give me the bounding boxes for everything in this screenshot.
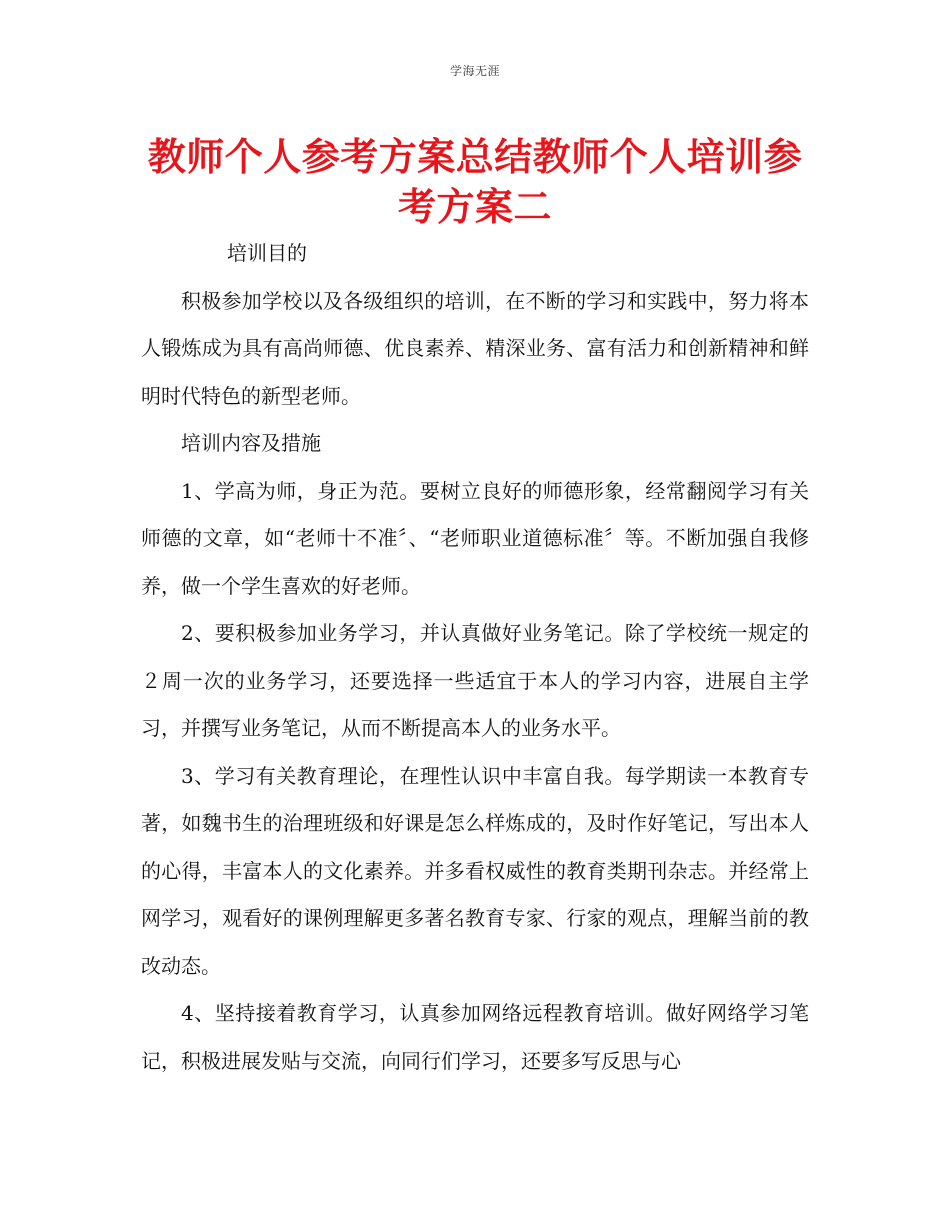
document-body [141, 230, 809, 1085]
paragraph-item-4: 4、坚持接着教育学习，认真参加网络远程教育培训。做好网络学习笔记，积极进展发贴与交流，向同行们学习，还要多写反思与心 [141, 1001, 809, 1073]
paragraph-goal: 积极参加学校以及各级组织的培训，在不断的学习和实践中，努力将本人锻炼成为具有高尚师德、优良素养、精深业务、富有活力和创新精神和鲜明时代特色的新型老师。 [141, 288, 809, 408]
paragraph-item-2: 2、要积极参加业务学习，并认真做好业务笔记。除了学校统一规定的２周一次的业务学习，还要选择一些适宜于本人的学习内容，进展自主学习，并撰写业务笔记，从而不断提高本人的业务水平。 [141, 621, 809, 740]
section-heading-goal: 培训目的 [227, 241, 307, 265]
paragraph-item-1: 1、学高为师，身正为范。要树立良好的师德形象，经常翻阅学习有关师德的文章，如“老师十不准〞、“老师职业道德标准〞等。不断加强自我修养，做一个学生喜欢的好老师。 [141, 478, 809, 598]
document-title: 教师个人参考方案总结教师个人培训参考方案二 [147, 135, 803, 229]
paragraph-item-3: 3、学习有关教育理论，在理性认识中丰富自我。每学期读一本教育专著，如魏书生的治理班级和好课是怎么样炼成的，及时作好笔记，写出本人的心得，丰富本人的文化素养。并多看权威性的教育类期刊杂志。并经常上网学习，观看好的课例理解更多著名教育专家、行家的观点，理解当前的教改动态。 [141, 763, 809, 978]
header-watermark: 学海无涯 [449, 64, 500, 78]
section-heading-content: 培训内容及措施 [181, 431, 321, 455]
